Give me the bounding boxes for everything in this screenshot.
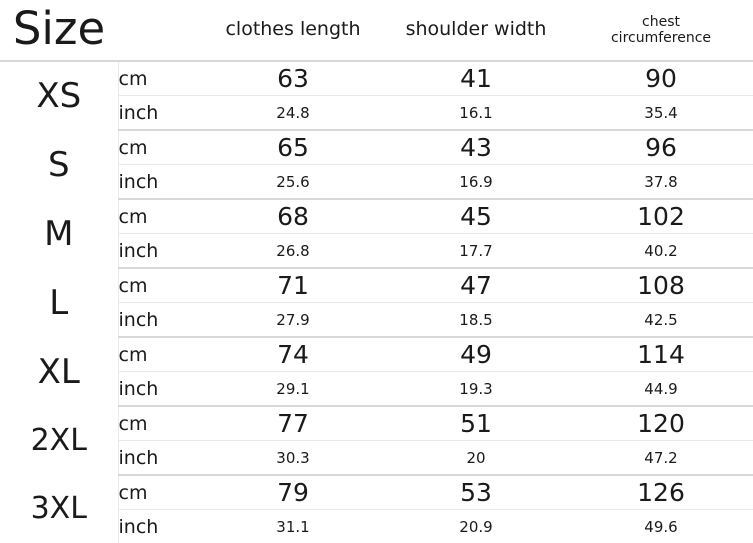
unit-label-inch: inch: [118, 441, 203, 476]
unit-label-cm: cm: [118, 268, 203, 303]
value-clothes-length-inch: 24.8: [203, 96, 383, 131]
size-label-m: M: [0, 199, 118, 268]
value-shoulder-width-inch: 17.7: [383, 234, 569, 269]
value-shoulder-width-inch: 18.5: [383, 303, 569, 338]
value-clothes-length-inch: 27.9: [203, 303, 383, 338]
value-clothes-length-inch: 25.6: [203, 165, 383, 200]
unit-label-inch: inch: [118, 96, 203, 131]
value-shoulder-width-inch: 16.9: [383, 165, 569, 200]
value-chest-circumference-inch: 42.5: [569, 303, 753, 338]
value-shoulder-width-inch: 19.3: [383, 372, 569, 407]
value-chest-circumference-cm: 120: [569, 406, 753, 441]
unit-label-inch: inch: [118, 165, 203, 200]
table-row: [0, 337, 753, 372]
value-shoulder-width-inch: 20.9: [383, 510, 569, 543]
table-row: [0, 130, 753, 165]
table-body: [0, 61, 753, 543]
value-shoulder-width-cm: 47: [383, 268, 569, 303]
value-clothes-length-cm: 74: [203, 337, 383, 372]
value-clothes-length-cm: 71: [203, 268, 383, 303]
value-chest-circumference-inch: 44.9: [569, 372, 753, 407]
value-clothes-length-cm: 68: [203, 199, 383, 234]
value-shoulder-width-cm: 49: [383, 337, 569, 372]
size-label-xl: XL: [0, 337, 118, 406]
value-shoulder-width-inch: 20: [383, 441, 569, 476]
value-chest-circumference-cm: 102: [569, 199, 753, 234]
header-chest-circumference: [569, 0, 753, 61]
value-clothes-length-inch: 30.3: [203, 441, 383, 476]
header-size-label: Size: [0, 0, 118, 61]
value-shoulder-width-cm: 51: [383, 406, 569, 441]
table-row: [0, 268, 753, 303]
unit-label-cm: cm: [118, 199, 203, 234]
value-clothes-length-inch: 26.8: [203, 234, 383, 269]
value-chest-circumference-cm: 114: [569, 337, 753, 372]
unit-label-cm: cm: [118, 337, 203, 372]
header-clothes-length: clothes length: [203, 0, 383, 61]
value-clothes-length-cm: 77: [203, 406, 383, 441]
value-chest-circumference-inch: 37.8: [569, 165, 753, 200]
header-chest-line1: chest: [569, 14, 753, 30]
value-clothes-length-cm: 63: [203, 61, 383, 96]
table-row: [0, 61, 753, 96]
size-label-3xl: 3XL: [0, 475, 118, 543]
table-row: [0, 406, 753, 441]
unit-label-inch: inch: [118, 234, 203, 269]
value-shoulder-width-cm: 45: [383, 199, 569, 234]
value-chest-circumference-cm: 90: [569, 61, 753, 96]
value-clothes-length-cm: 79: [203, 475, 383, 510]
value-chest-circumference-cm: 96: [569, 130, 753, 165]
unit-label-cm: cm: [118, 475, 203, 510]
value-clothes-length-cm: 65: [203, 130, 383, 165]
size-label-2xl: 2XL: [0, 406, 118, 475]
unit-label-inch: inch: [118, 303, 203, 338]
header-chest-line2: circumference: [569, 30, 753, 46]
unit-label-cm: cm: [118, 130, 203, 165]
table-row: [0, 199, 753, 234]
table-row: [0, 475, 753, 510]
unit-label-inch: inch: [118, 372, 203, 407]
value-clothes-length-inch: 29.1: [203, 372, 383, 407]
value-chest-circumference-cm: 108: [569, 268, 753, 303]
value-chest-circumference-inch: 49.6: [569, 510, 753, 543]
value-shoulder-width-cm: 53: [383, 475, 569, 510]
value-clothes-length-inch: 31.1: [203, 510, 383, 543]
unit-label-cm: cm: [118, 406, 203, 441]
size-label-l: L: [0, 268, 118, 337]
value-chest-circumference-inch: 47.2: [569, 441, 753, 476]
value-chest-circumference-cm: 126: [569, 475, 753, 510]
value-chest-circumference-inch: 35.4: [569, 96, 753, 131]
value-chest-circumference-inch: 40.2: [569, 234, 753, 269]
size-label-s: S: [0, 130, 118, 199]
header-unit-spacer: [118, 0, 203, 61]
table-header: [0, 0, 753, 61]
header-shoulder-width: shoulder width: [383, 0, 569, 61]
value-shoulder-width-cm: 41: [383, 61, 569, 96]
size-label-xs: XS: [0, 61, 118, 130]
header-row: [0, 0, 753, 61]
unit-label-inch: inch: [118, 510, 203, 543]
unit-label-cm: cm: [118, 61, 203, 96]
value-shoulder-width-cm: 43: [383, 130, 569, 165]
value-shoulder-width-inch: 16.1: [383, 96, 569, 131]
